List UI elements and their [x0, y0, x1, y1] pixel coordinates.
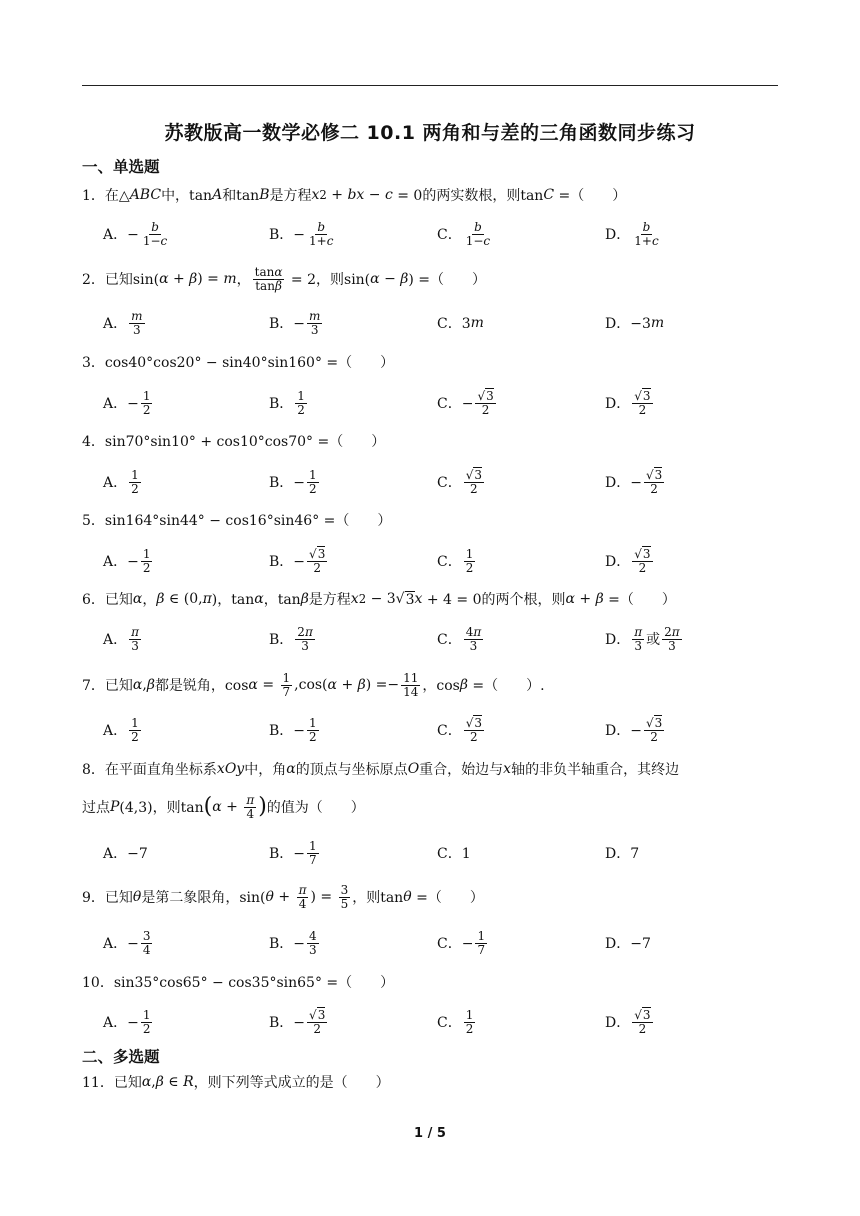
q2-option-c: C．3 m	[437, 315, 484, 332]
q9-option-a: A．− $\frac{3}{4}$	[103, 928, 151, 957]
q2-option-d: D．−3 m	[605, 315, 665, 332]
q3-option-b: B． $\frac{1}{2}$	[269, 388, 305, 417]
q6-option-a: A． $\frac{\pi}{3}$	[103, 624, 140, 653]
question-1: 1．在△ ABC 中，tan A 和tan B 是方程 x 2 + bx − c = 0的两实数根，则tan C =（ ）	[82, 187, 627, 204]
question-8-line-1: 8．在平面直角坐标系 xOy 中，角 α 的顶点与坐标原点 O 重合，始边与 x 轴的非负半轴重合，其终边	[82, 761, 680, 778]
q5-option-c: C． $\frac{1}{2}$	[437, 546, 474, 575]
q9-option-b: B．− $\frac{4}{3}$	[269, 928, 317, 957]
q10-option-c: C． $\frac{1}{2}$	[437, 1007, 474, 1036]
q1-option-b: B．− $\frac{b}{1+c}$	[269, 219, 334, 248]
section-single-choice: 一、单选题	[82, 158, 160, 176]
q1-option-a: A．− $\frac{b}{1-c}$	[103, 219, 168, 248]
header-rule	[82, 85, 778, 86]
q1-option-c: C． $\frac{b}{1-c}$	[437, 219, 491, 248]
question-11: 11．已知 α , β ∈ R ，则下列等式成立的是（ ）	[82, 1074, 390, 1091]
question-5: 5．sin164°sin44° − cos16°sin46° =（ ）	[82, 513, 392, 529]
question-4: 4．sin70°sin10° + cos10°cos70° =（ ）	[82, 434, 386, 450]
q9-option-d: D．−7	[605, 936, 651, 952]
q7-option-a: A． $\frac{1}{2}$	[103, 715, 139, 744]
document-title: 苏教版高一数学必修二 10.1 两角和与差的三角函数同步练习	[164, 122, 696, 144]
section-multiple-choice: 二、多选题	[82, 1048, 160, 1066]
q5-option-b: B．− $\frac{√3}{2}$	[269, 546, 326, 575]
q1-option-d: D． $\frac{b}{1+c}$	[605, 219, 659, 248]
q7-option-d: D．− $\frac{√3}{2}$	[605, 715, 663, 744]
q3-option-d: D． $\frac{√3}{2}$	[605, 388, 651, 417]
question-7: 7．已知 α , β 都是锐角，cos α = $\frac{1}{7}$ ,cos( α + β ) =− $\frac{11}{14}$ ，cos β =（ ）.	[82, 670, 545, 699]
q10-option-a: A．− $\frac{1}{2}$	[103, 1007, 151, 1036]
question-2: 2．已知sin( α + β ) = m ， $\frac{\tan\alpha}{\tan\beta}$ = 2，则sin( α − β ) =（ ）	[82, 264, 487, 293]
question-9: 9．已知 θ 是第二象限角，sin( θ + $\frac{\pi}{4}$ ) = $\frac{3}{5}$ ，则tan θ =（ ）	[82, 882, 484, 911]
q3-option-c: C．− $\frac{√3}{2}$	[437, 388, 494, 417]
q9-option-c: C．− $\frac{1}{7}$	[437, 928, 486, 957]
q2-option-b: B．− $\frac{m}{3}$	[269, 308, 321, 337]
q3-option-a: A．− $\frac{1}{2}$	[103, 388, 151, 417]
q5-option-d: D． $\frac{√3}{2}$	[605, 546, 651, 575]
q10-option-b: B．− $\frac{√3}{2}$	[269, 1007, 326, 1036]
q2-option-a: A． $\frac{m}{3}$	[103, 308, 143, 337]
page-number: 1 / 5	[414, 1126, 446, 1141]
q7-option-c: C． $\frac{√3}{2}$	[437, 715, 483, 744]
q8-option-d: D．7	[605, 846, 640, 862]
q5-option-a: A．− $\frac{1}{2}$	[103, 546, 151, 575]
q4-option-d: D．− $\frac{√3}{2}$	[605, 467, 663, 496]
question-8-line-2: 过点 P (4,3)，则tan ( α + $\frac{\pi}{4}$ ) 的值为（ ）	[82, 792, 365, 821]
q7-option-b: B．− $\frac{1}{2}$	[269, 715, 317, 744]
q6-option-d: D． $\frac{\pi}{3}$ 或 $\frac{2\pi}{3}$	[605, 624, 680, 653]
question-3: 3．cos40°cos20° − sin40°sin160° =（ ）	[82, 355, 395, 371]
q4-option-b: B．− $\frac{1}{2}$	[269, 467, 317, 496]
question-10: 10．sin35°cos65° − cos35°sin65° =（ ）	[82, 975, 395, 991]
q8-option-b: B．− $\frac{1}{7}$	[269, 838, 317, 867]
q4-option-a: A． $\frac{1}{2}$	[103, 467, 139, 496]
question-6: 6．已知 α ， β ∈ (0, π )，tan α ，tan β 是方程 x 2 − 3√ 3 x + 4 = 0的两个根，则 α + β =（ ）	[82, 591, 676, 608]
q8-option-c: C．1	[437, 846, 471, 862]
q6-option-b: B． $\frac{2\pi}{3}$	[269, 624, 313, 653]
q4-option-c: C． $\frac{√3}{2}$	[437, 467, 483, 496]
q6-option-c: C． $\frac{4\pi}{3}$	[437, 624, 482, 653]
q10-option-d: D． $\frac{√3}{2}$	[605, 1007, 651, 1036]
q8-option-a: A．−7	[103, 846, 148, 862]
